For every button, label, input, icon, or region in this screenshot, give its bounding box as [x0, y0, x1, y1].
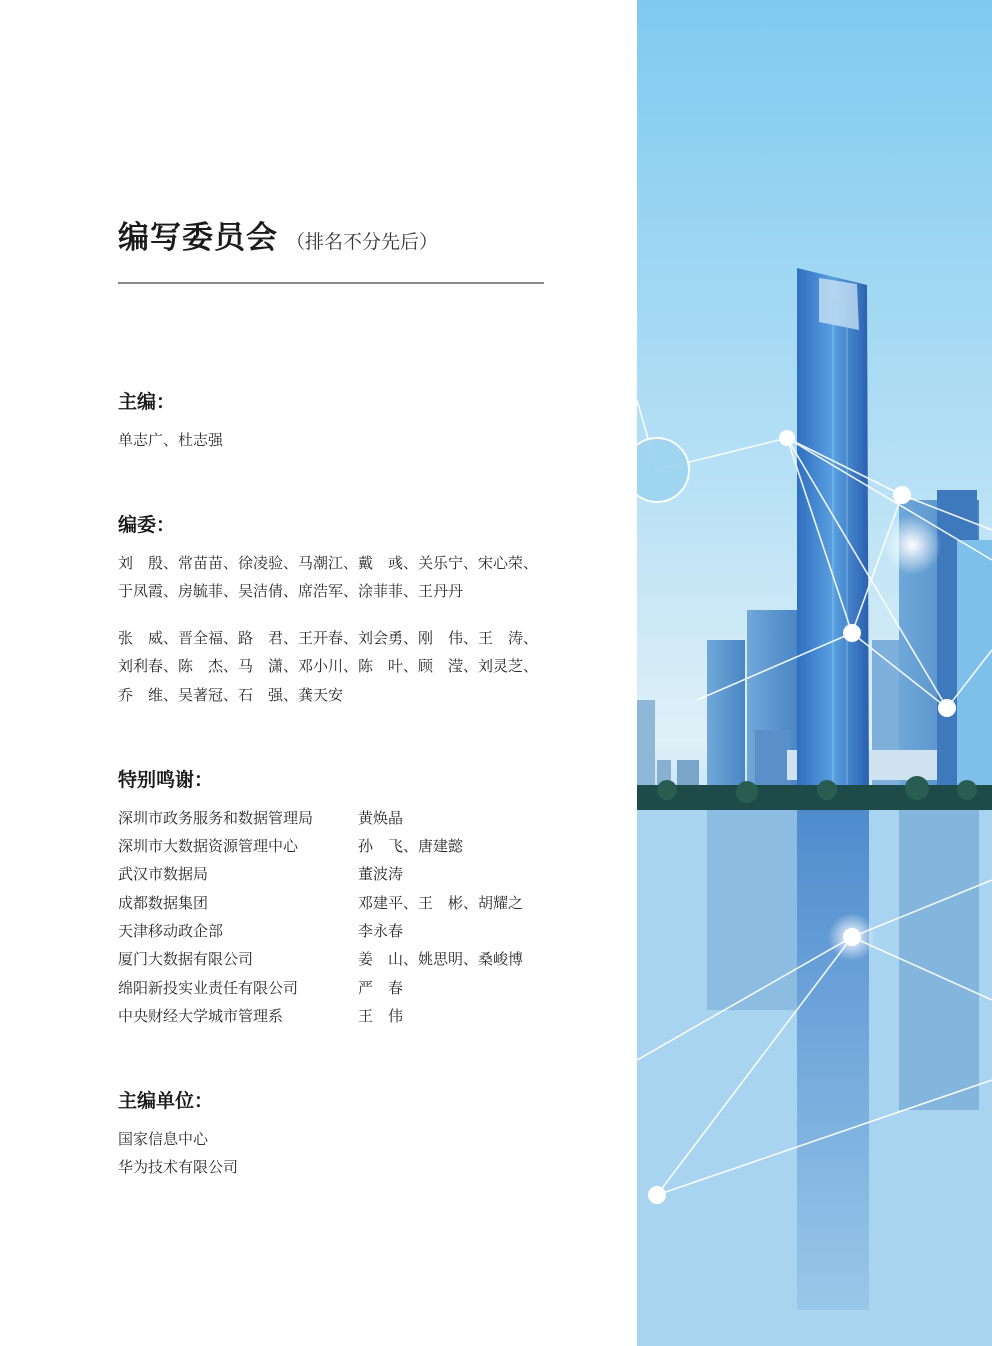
city-skyline-image — [637, 0, 992, 1346]
ack-row — [118, 949, 548, 969]
ack-people: 邓建平、王 彬、胡耀之 — [358, 894, 524, 912]
ack-people: 黄焕晶 — [358, 809, 404, 827]
main-tower — [797, 268, 869, 800]
ack-org: 绵阳新投实业责任有限公司 — [118, 979, 299, 997]
page-title: 编写委员会 — [118, 220, 278, 256]
ack-row — [118, 1006, 548, 1026]
ack-people: 王 伟 — [358, 1007, 404, 1025]
acknowledgements-heading: 特别鸣谢： — [118, 769, 214, 791]
skyline-illustration — [637, 0, 992, 1346]
editorial-board-line: 于凤霞、房毓菲、吴洁倩、席浩军、涂菲菲、王丹丹 — [118, 582, 464, 600]
title-divider — [118, 282, 544, 284]
ack-people: 李永春 — [358, 922, 404, 940]
ack-people: 孙 飞、唐建懿 — [358, 837, 464, 855]
building-reflection — [707, 810, 797, 1010]
organizers-heading: 主编单位： — [118, 1090, 214, 1112]
ack-row — [118, 836, 548, 856]
page-title-block — [118, 212, 438, 257]
chief-editors-names: 单志广、杜志强 — [118, 431, 224, 449]
page-subtitle: （排名不分先后） — [286, 231, 439, 253]
ack-row — [118, 893, 548, 913]
ack-org: 深圳市政务服务和数据管理局 — [118, 809, 314, 827]
ack-org: 天津移动政企部 — [118, 922, 224, 940]
editorial-board-line: 张 威、晋全福、路 君、王开春、刘会勇、刚 伟、王 涛、 — [118, 629, 539, 647]
building-reflection — [899, 810, 979, 1110]
tower-reflection — [797, 810, 869, 1310]
organizer-unit: 华为技术有限公司 — [118, 1158, 239, 1176]
ack-org: 深圳市大数据资源管理中心 — [118, 837, 299, 855]
ack-org: 武汉市数据局 — [118, 865, 209, 883]
editorial-board-line: 乔 维、吴著冠、石 强、龚天安 — [118, 686, 344, 704]
editorial-board-line: 刘利春、陈 杰、马 潇、邓小川、陈 叶、顾 滢、刘灵芝、 — [118, 657, 539, 675]
ack-row — [118, 978, 548, 998]
ack-row — [118, 864, 548, 884]
ack-people: 董波涛 — [358, 865, 404, 883]
organizer-unit: 国家信息中心 — [118, 1130, 209, 1148]
ack-people: 姜 山、姚思明、桑峻博 — [358, 950, 524, 968]
ack-org: 成都数据集团 — [118, 894, 209, 912]
ack-row — [118, 921, 548, 941]
editorial-board-heading: 编委： — [118, 514, 176, 536]
ack-org: 厦门大数据有限公司 — [118, 950, 254, 968]
editorial-board-line: 刘 殷、常苗苗、徐凌验、马潮江、戴 彧、关乐宁、宋心荣、 — [118, 554, 539, 572]
ack-org: 中央财经大学城市管理系 — [118, 1007, 284, 1025]
ack-people: 严 春 — [358, 979, 404, 997]
chief-editors-heading: 主编： — [118, 391, 176, 413]
ack-row — [118, 808, 548, 828]
